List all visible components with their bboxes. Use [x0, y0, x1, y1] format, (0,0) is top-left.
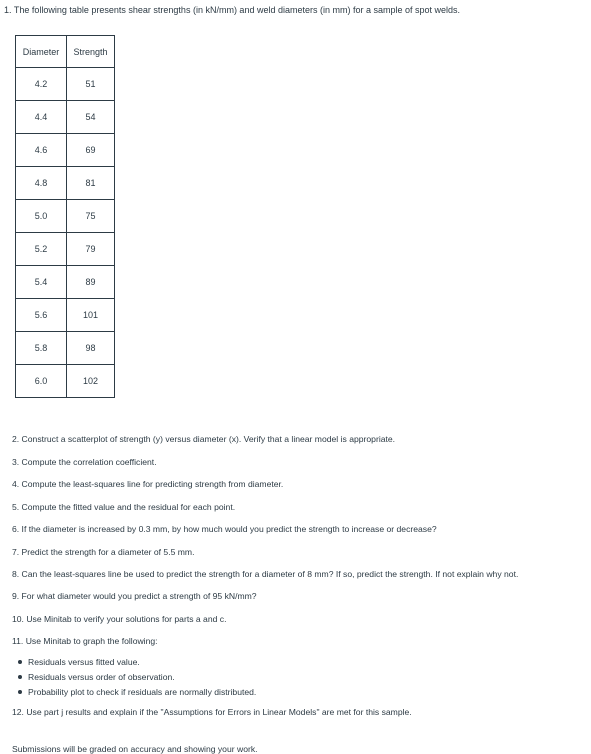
table-row	[16, 332, 115, 365]
table-row	[16, 200, 115, 233]
strength-cell: 54	[67, 101, 115, 134]
strength-cell: 69	[67, 134, 115, 167]
table-header-row	[16, 36, 115, 68]
list-item-text: Probability plot to check if residuals are normally distributed.	[28, 686, 257, 697]
question-4: 4. Compute the least-squares line for predicting strength from diameter.	[12, 479, 284, 489]
bullet-icon	[18, 690, 22, 694]
question-5: 5. Compute the fitted value and the residual for each point.	[12, 501, 236, 512]
diameter-cell: 4.2	[16, 68, 67, 101]
question-6: 6. If the diameter is increased by 0.3 mm, by how much would you predict the strength to increase or decrease?	[12, 524, 437, 534]
diameter-cell: 6.0	[16, 365, 67, 398]
table-row	[16, 365, 115, 398]
strength-cell: 89	[67, 266, 115, 299]
question-10: 10. Use Minitab to verify your solutions for parts a and c.	[12, 613, 227, 624]
strength-cell: 75	[67, 200, 115, 233]
intro-text: 1. The following table presents shear strengths (in kN/mm) and weld diameters (in mm) for a sample of spot welds.	[4, 5, 461, 15]
strength-cell: 51	[67, 68, 115, 101]
question-8: 8. Can the least-squares line be used to predict the strength for a diameter of 8 mm? If so, predict the strength. If not explain why not.	[12, 569, 519, 579]
diameter-cell: 4.4	[16, 101, 67, 134]
list-item-text: Residuals versus fitted value.	[28, 656, 140, 667]
diameter-cell: 5.2	[16, 233, 67, 266]
list-item	[28, 685, 532, 699]
list-item	[28, 655, 532, 669]
bullet-list	[12, 655, 532, 699]
column-header-strength: Strength	[67, 36, 115, 68]
table-row	[16, 233, 115, 266]
table-row	[16, 167, 115, 200]
question-2: 2. Construct a scatterplot of strength (y) versus diameter (x). Verify that a linear model is appropriate.	[12, 434, 396, 444]
data-table	[15, 35, 115, 398]
diameter-cell: 5.0	[16, 200, 67, 233]
strength-cell: 81	[67, 167, 115, 200]
list-item-text: Residuals versus order of observation.	[28, 671, 175, 682]
question-12: 12. Use part j results and explain if the "Assumptions for Errors in Linear Models" are met for this sample.	[12, 706, 412, 717]
strength-cell: 102	[67, 365, 115, 398]
question-7: 7. Predict the strength for a diameter of 5.5 mm.	[12, 546, 195, 557]
bullet-icon	[18, 675, 22, 679]
question-11: 11. Use Minitab to graph the following:	[12, 636, 158, 646]
question-list	[12, 432, 532, 727]
table-row	[16, 101, 115, 134]
question-3: 3. Compute the correlation coefficient.	[12, 456, 157, 467]
diameter-cell: 4.6	[16, 134, 67, 167]
table-row	[16, 266, 115, 299]
diameter-cell: 4.8	[16, 167, 67, 200]
table-row	[16, 134, 115, 167]
bullet-icon	[18, 660, 22, 664]
list-item	[28, 670, 532, 684]
footer-note: Submissions will be graded on accuracy and showing your work.	[12, 744, 258, 754]
table-row	[16, 68, 115, 101]
question-9: 9. For what diameter would you predict a strength of 95 kN/mm?	[12, 591, 257, 601]
diameter-cell: 5.8	[16, 332, 67, 365]
diameter-cell: 5.6	[16, 299, 67, 332]
strength-cell: 101	[67, 299, 115, 332]
strength-cell: 98	[67, 332, 115, 365]
strength-cell: 79	[67, 233, 115, 266]
table-row	[16, 299, 115, 332]
column-header-diameter: Diameter	[16, 36, 67, 68]
diameter-cell: 5.4	[16, 266, 67, 299]
